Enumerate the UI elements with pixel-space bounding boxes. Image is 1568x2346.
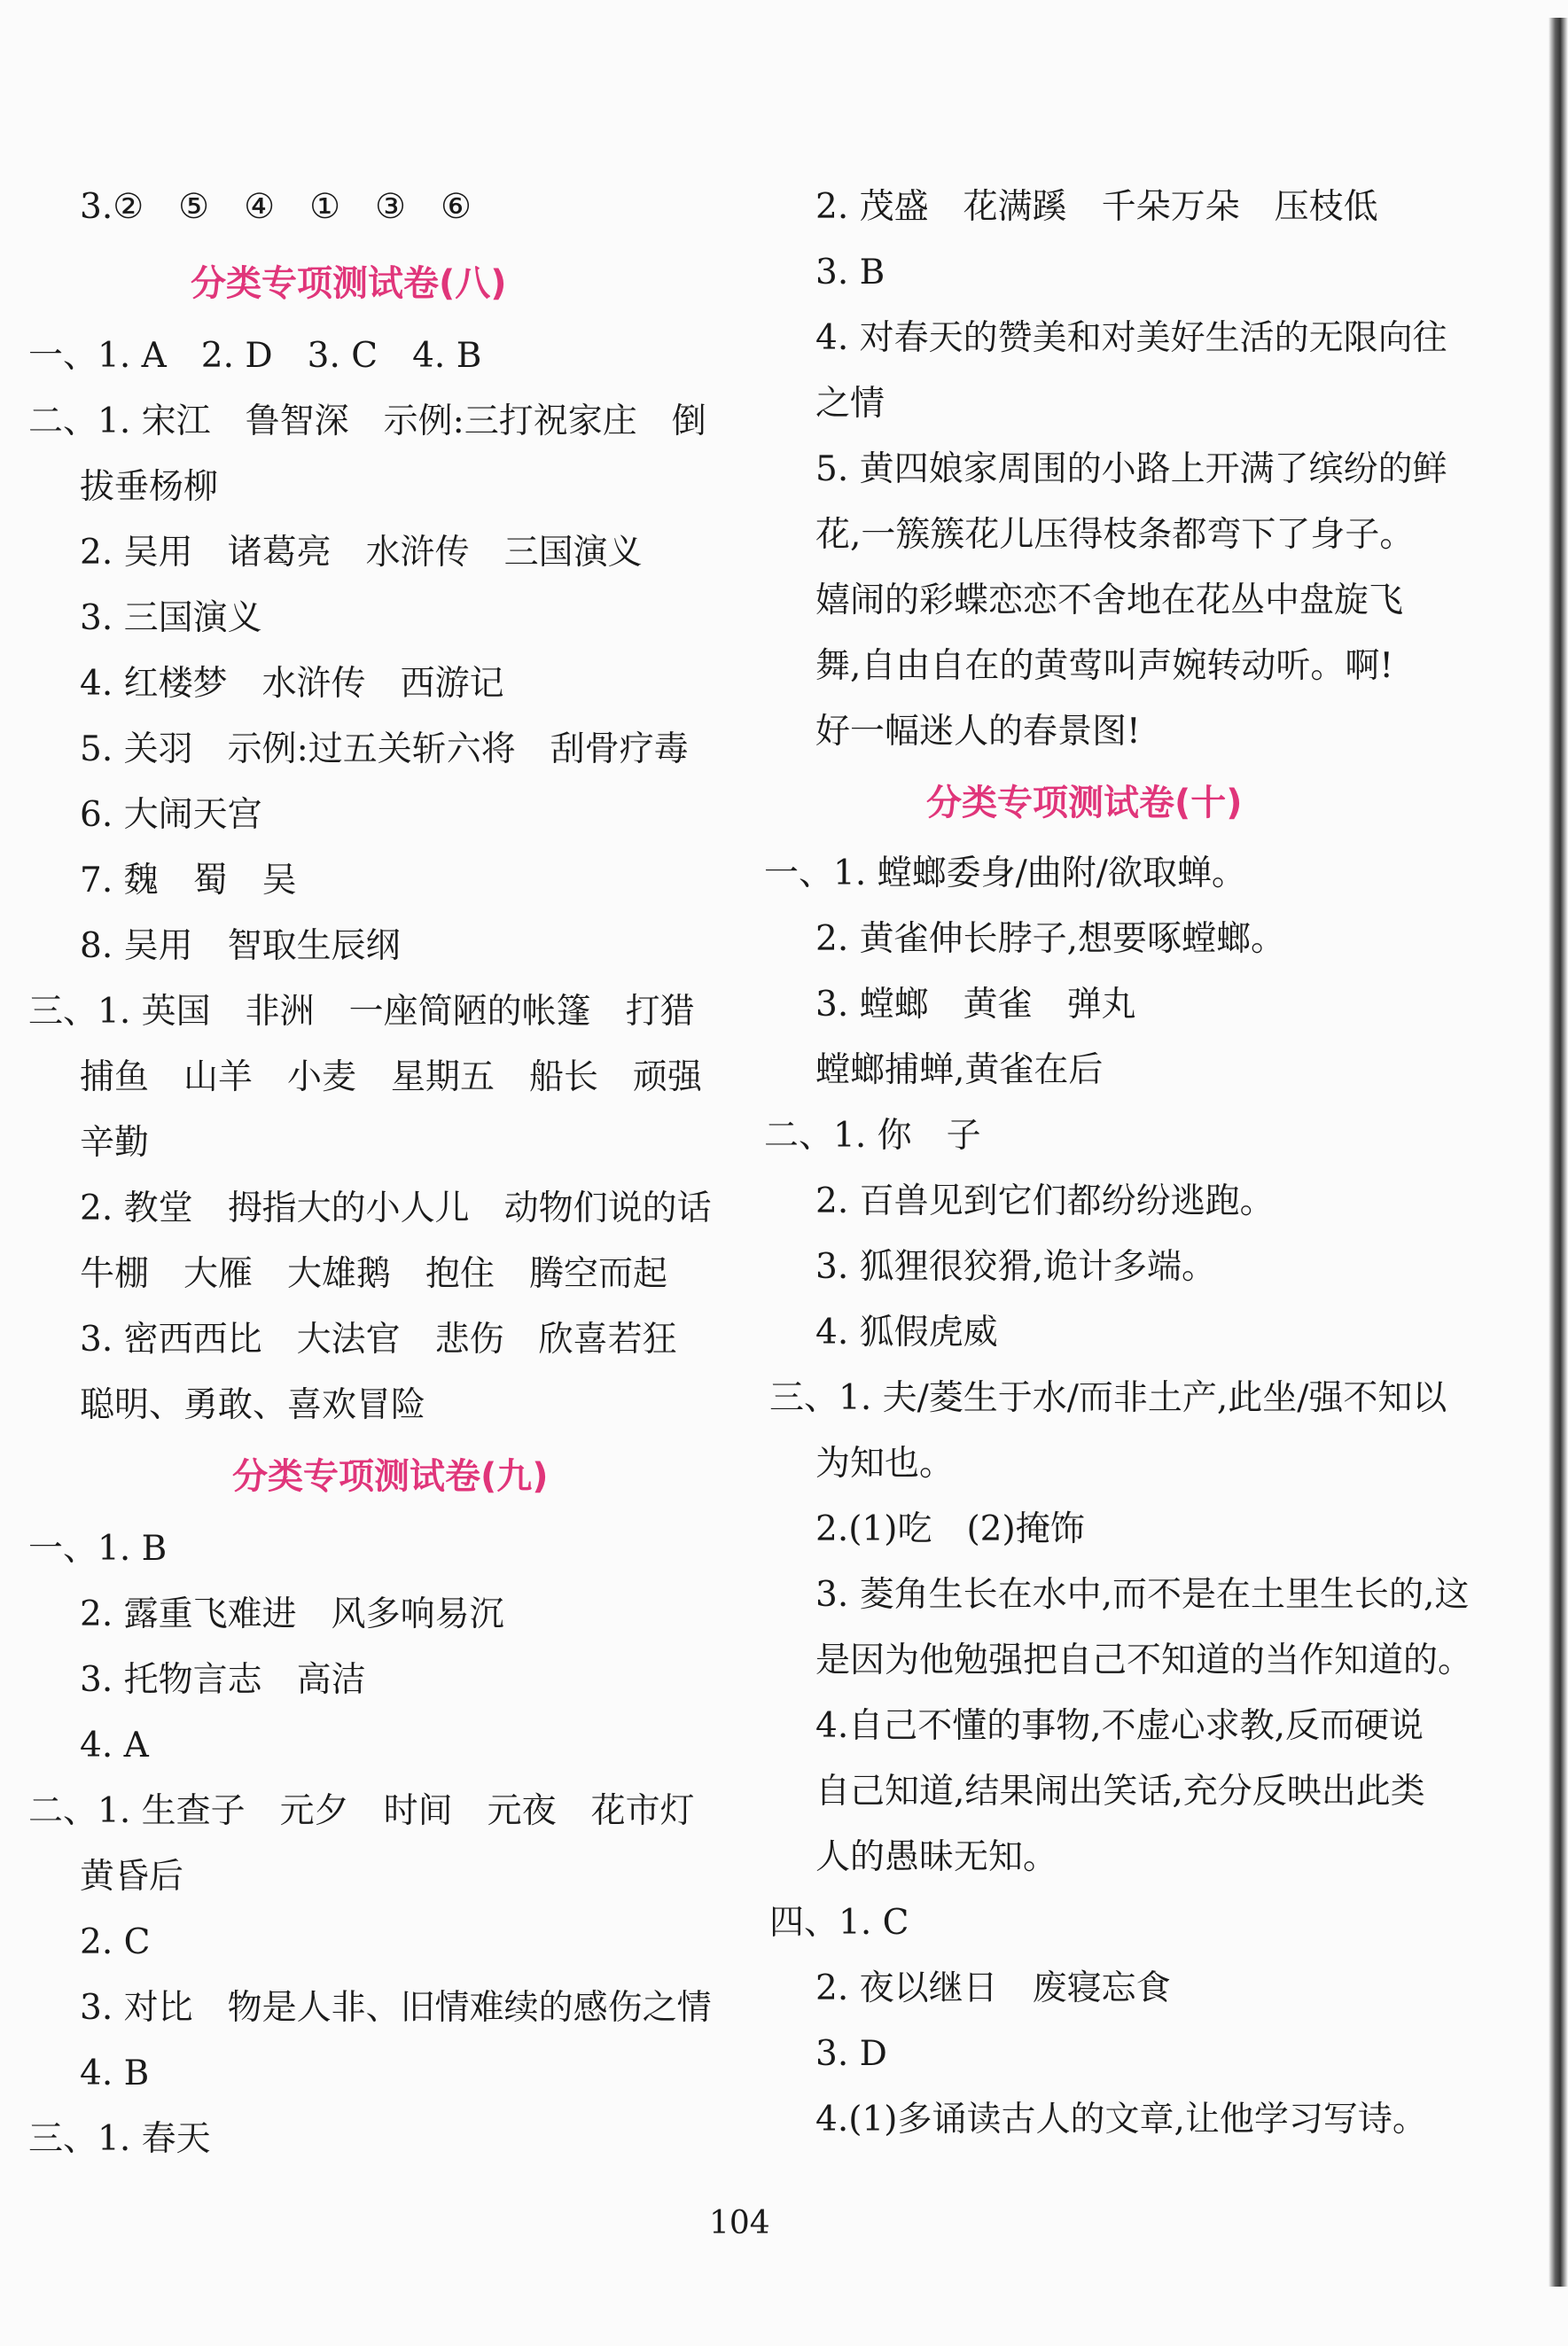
answer-line: 2. 夜以继日 废寝忘食 — [815, 1968, 1171, 2008]
answer-line: 2. C — [80, 1922, 151, 1962]
section-heading: 分类专项测试卷(八) — [191, 263, 507, 304]
page-number: 104 — [709, 2205, 770, 2241]
answer-line: 一、1. 螳螂委身/曲附/欲取蝉。 — [764, 853, 1246, 893]
answer-line: 螳螂捕蝉,黄雀在后 — [815, 1050, 1104, 1090]
section-heading: 分类专项测试卷(九) — [232, 1456, 549, 1497]
answer-line: 黄昏后 — [80, 1857, 184, 1897]
answer-line: 三、1. 春天 — [28, 2119, 211, 2159]
scan-edge — [1548, 18, 1568, 2287]
answer-line: 3. D — [815, 2034, 887, 2074]
answer-line: 4.自己不懂的事物,不虚心求教,反而硬说 — [815, 1706, 1424, 1746]
answer-line: 3. B — [815, 253, 885, 292]
answer-line: 牛棚 大雁 大雄鹅 抱住 腾空而起 — [80, 1254, 668, 1294]
answer-line: 四、1. C — [769, 1903, 909, 1943]
answer-line: 4. B — [80, 2054, 150, 2093]
answer-line: 2. 吴用 诸葛亮 水浒传 三国演义 — [80, 533, 643, 573]
answer-line: 舞,自由自在的黄莺叫声婉转动听。啊! — [815, 646, 1394, 686]
answer-line: 3. 托物言志 高洁 — [80, 1660, 366, 1700]
answer-line: 为知也。 — [815, 1444, 955, 1484]
answer-line: 3. 菱角生长在水中,而不是在土里生长的,这 — [815, 1575, 1470, 1615]
answer-line: 三、1. 英国 非洲 一座简陋的帐篷 打猎 — [28, 992, 695, 1032]
answer-line: 2. 黄雀伸长脖子,想要啄螳螂。 — [815, 919, 1286, 959]
answer-line: 2. 露重飞难进 风多响易沉 — [80, 1594, 504, 1634]
answer-line: 人的愚昧无知。 — [815, 1837, 1058, 1877]
answer-line: 三、1. 夫/菱生于水/而非土产,此坐/强不知以 — [769, 1378, 1447, 1418]
answer-line: 5. 黄四娘家周围的小路上开满了缤纷的鲜 — [815, 449, 1447, 489]
answer-line: 二、1. 你 子 — [764, 1116, 981, 1156]
answer-line: 4. 红楼梦 水浒传 西游记 — [80, 664, 504, 704]
answer-line: 一、1. A 2. D 3. C 4. B — [28, 336, 482, 376]
answer-line: 2. 茂盛 花满蹊 千朵万朵 压枝低 — [815, 187, 1378, 227]
answer-line: 花,一簇簇花儿压得枝条都弯下了身子。 — [815, 515, 1415, 555]
answer-line: 4. 狐假虎威 — [815, 1313, 998, 1352]
answer-line: 3. 三国演义 — [80, 598, 262, 638]
answer-line: 3. 螳螂 黄雀 弹丸 — [815, 985, 1136, 1025]
answer-line: 4.(1)多诵读古人的文章,让他学习写诗。 — [815, 2100, 1427, 2139]
answer-line: 4. 对春天的赞美和对美好生活的无限向往 — [815, 318, 1447, 358]
answer-line: 嬉闹的彩蝶恋恋不舍地在花丛中盘旋飞 — [815, 581, 1404, 620]
answer-line: 2. 百兽见到它们都纷纷逃跑。 — [815, 1181, 1275, 1221]
answer-line: 自己知道,结果闹出笑话,充分反映出此类 — [815, 1772, 1425, 1812]
answer-line: 二、1. 生查子 元夕 时间 元夜 花市灯 — [28, 1791, 695, 1831]
answer-line: 捕鱼 山羊 小麦 星期五 船长 顽强 — [80, 1057, 703, 1097]
answer-line: 好一幅迷人的春景图! — [815, 712, 1141, 752]
answer-line: 是因为他勉强把自己不知道的当作知道的。 — [815, 1641, 1473, 1680]
answer-line: 8. 吴用 智取生辰纲 — [80, 926, 401, 966]
answer-line: 之情 — [815, 384, 885, 424]
answer-line: 聪明、勇敢、喜欢冒险 — [80, 1385, 426, 1425]
answer-line: 6. 大闹天宫 — [80, 795, 262, 835]
answer-line: 3. 狐狸很狡猾,诡计多端。 — [815, 1247, 1217, 1287]
answer-line: 3. 密西西比 大法官 悲伤 欣喜若狂 — [80, 1320, 677, 1360]
answer-line: 5. 关羽 示例:过五关斩六将 刮骨疗毒 — [80, 729, 689, 769]
section-heading: 分类专项测试卷(十) — [926, 783, 1243, 823]
answer-line: 3.② ⑤ ④ ① ③ ⑥ — [80, 187, 472, 227]
answer-line: 2.(1)吃 (2)掩饰 — [815, 1509, 1085, 1549]
answer-line: 4. A — [80, 1726, 149, 1765]
answer-line: 一、1. B — [28, 1529, 168, 1569]
answer-line: 二、1. 宋江 鲁智深 示例:三打祝家庄 倒 — [28, 401, 706, 441]
answer-line: 2. 教堂 拇指大的小人儿 动物们说的话 — [80, 1189, 712, 1228]
answer-line: 3. 对比 物是人非、旧情难续的感伤之情 — [80, 1988, 712, 2028]
answer-line: 7. 魏 蜀 吴 — [80, 861, 297, 900]
answer-line: 拔垂杨柳 — [80, 467, 219, 507]
answer-line: 辛勤 — [80, 1123, 150, 1163]
